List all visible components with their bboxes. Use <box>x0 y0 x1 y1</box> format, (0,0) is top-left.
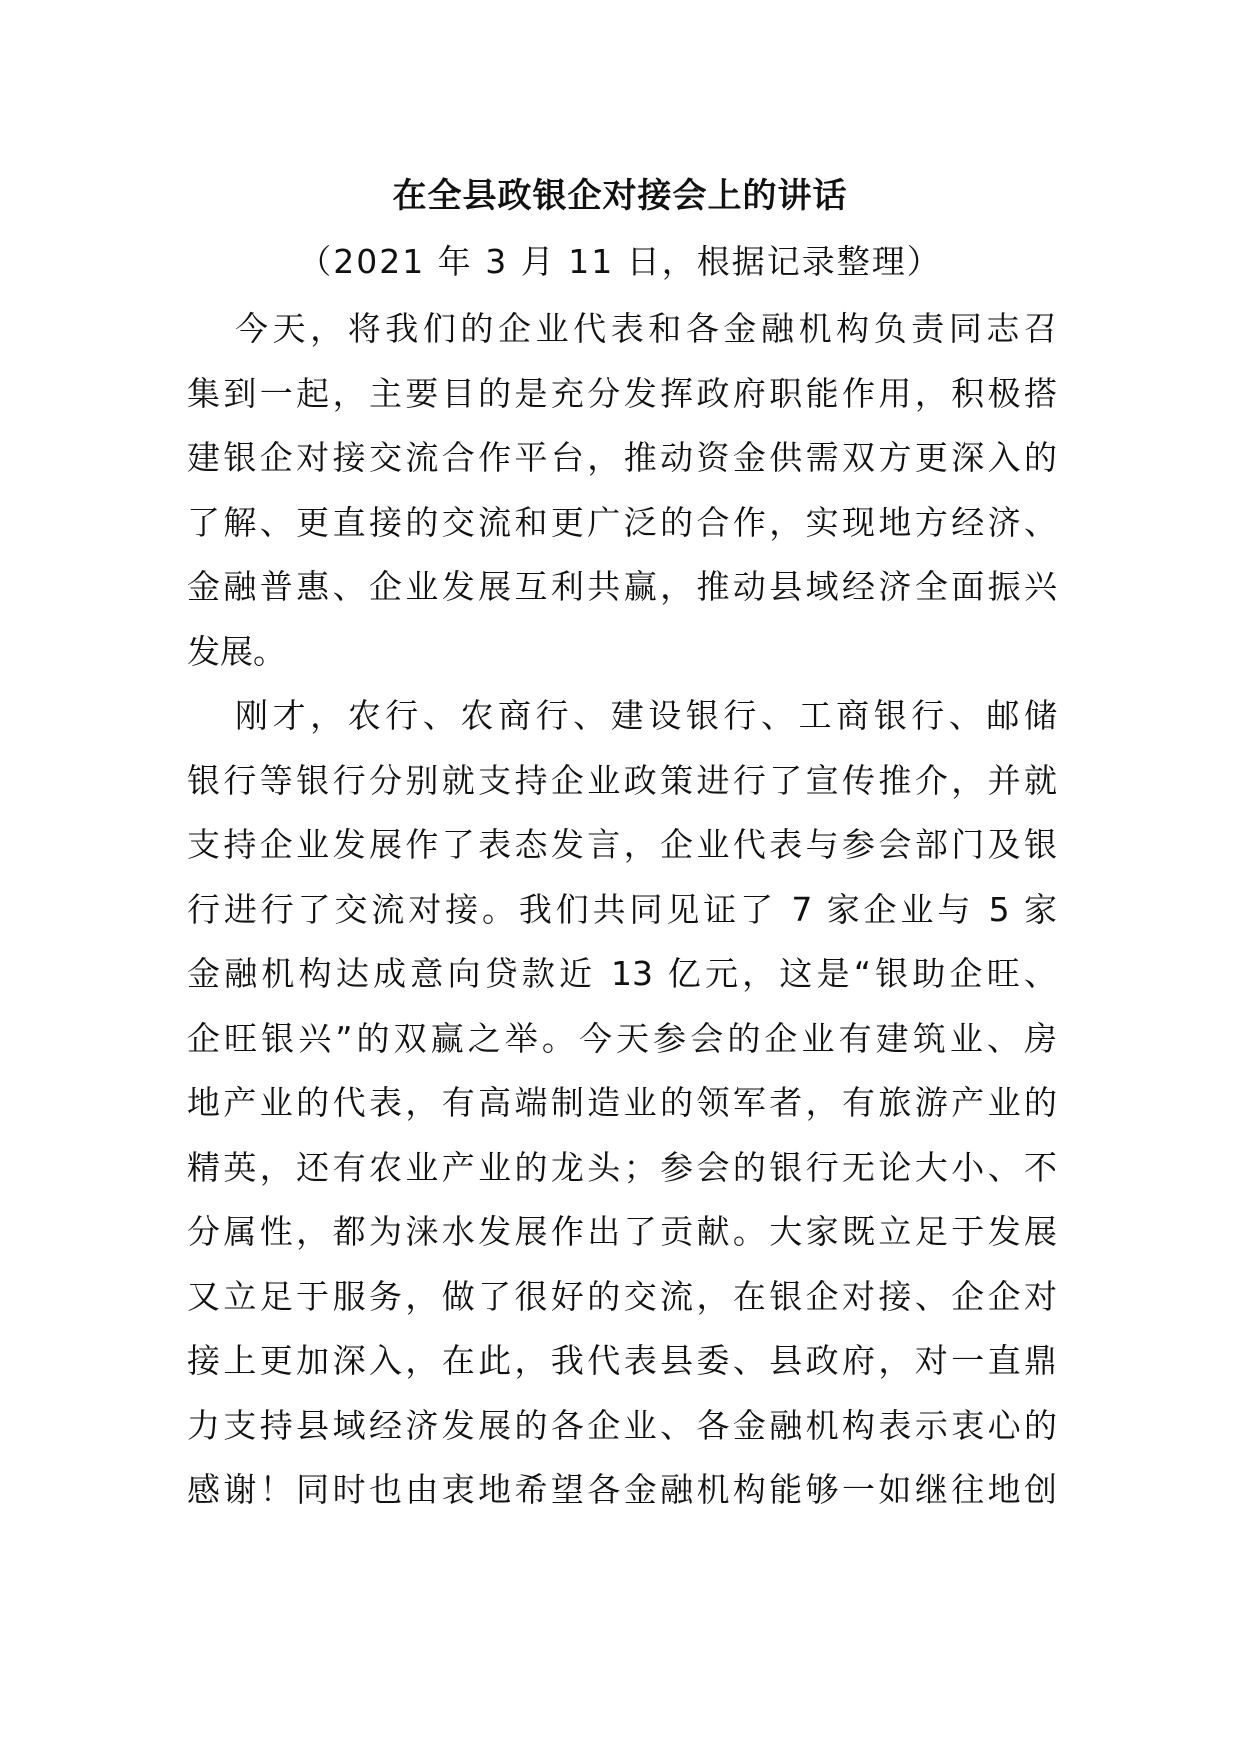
paragraph-line: 发展。 <box>187 631 286 671</box>
document-body <box>187 297 1057 1523</box>
paragraph-line: 银行等银行分别就支持企业政策进行了宣传推介，并就 <box>187 760 1057 800</box>
paragraph-line: 企旺银兴”的双赢之举。今天参会的企业有建筑业、房 <box>187 1018 1057 1058</box>
page-subtitle: （2021 年 3 月 11 日，根据记录整理） <box>298 242 942 281</box>
paragraph-line: 分属性，都为涞水发展作出了贡献。大家既立足于发展 <box>187 1212 1057 1251</box>
page-title: 在全县政银企对接会上的讲话 <box>392 176 848 216</box>
paragraph-line: 地产业的代表，有高端制造业的领军者，有旅游产业的 <box>187 1083 1057 1122</box>
paragraph-line: 集到一起，主要目的是充分发挥政府职能作用，积极搭 <box>187 373 1057 413</box>
paragraph-line: 精英，还有农业产业的龙头；参会的银行无论大小、不 <box>187 1147 1057 1187</box>
paragraph-1 <box>187 297 1057 684</box>
paragraph-line: 刚才，农行、农商行、建设银行、工商银行、邮储 <box>235 696 1057 735</box>
paragraph-line: 感谢！同时也由衷地希望各金融机构能够一如继往地创 <box>187 1470 1057 1509</box>
paragraph-line: 力支持县域经济发展的各企业、各金融机构表示衷心的 <box>187 1405 1057 1445</box>
paragraph-line: 建银企对接交流合作平台，推动资金供需双方更深入的 <box>187 438 1057 477</box>
paragraph-line: 金融普惠、企业发展互利共赢，推动县域经济全面振兴 <box>187 567 1057 606</box>
paragraph-line: 支持企业发展作了表态发言，企业代表与参会部门及银 <box>187 825 1057 864</box>
paragraph-line: 行进行了交流对接。我们共同见证了 7 家企业与 5 家 <box>187 889 1057 929</box>
paragraph-line: 又立足于服务，做了很好的交流，在银企对接、企企对 <box>187 1276 1057 1316</box>
paragraph-line: 金融机构达成意向贷款近 13 亿元，这是“银助企旺、 <box>187 954 1057 993</box>
paragraph-line: 今天，将我们的企业代表和各金融机构负责同志召 <box>235 309 1057 348</box>
paragraph-2 <box>187 684 1057 1523</box>
paragraph-line: 接上更加深入，在此，我代表县委、县政府，对一直鼎 <box>187 1341 1057 1380</box>
paragraph-line: 了解、更直接的交流和更广泛的合作，实现地方经济、 <box>187 502 1057 542</box>
